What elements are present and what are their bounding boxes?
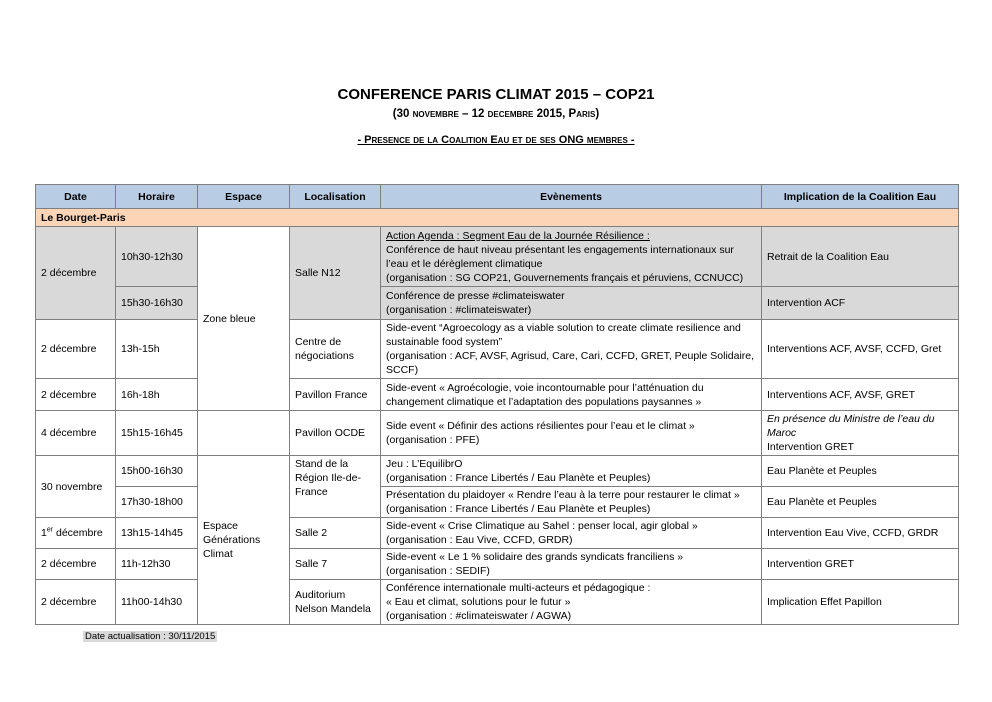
table-row	[36, 456, 959, 487]
section-row	[36, 209, 959, 227]
row-event	[381, 411, 762, 456]
document-subtitle: - Presence de la Coalition Eau et de ses ONG membres -	[357, 134, 635, 146]
row-event	[381, 518, 762, 549]
row-location: Pavillon France	[290, 379, 381, 411]
involvement-note: Maroc	[767, 427, 797, 439]
row-time: 15h30-16h30	[116, 287, 198, 320]
event-line: Conférence internationale multi-acteurs et pédagogique :	[386, 582, 651, 594]
row-involvement: Eau Planète et Peuples	[762, 487, 959, 518]
row-time: 16h-18h	[116, 379, 198, 411]
table-row	[36, 379, 959, 411]
event-line: (organisation : France Libertés / Eau Planète et Peuples)	[386, 503, 651, 515]
table-row	[36, 320, 959, 379]
row-time: 11h00-14h30	[116, 580, 198, 625]
event-line: Side-event “Agroecology as a viable solution to create climate resilience and	[386, 322, 741, 334]
row-location: Salle N12	[290, 227, 381, 320]
event-line: (organisation : #climateiswater)	[386, 304, 532, 316]
involvement-text: Intervention GRET	[767, 441, 854, 453]
row-time: 13h15-14h45	[116, 518, 198, 549]
col-header-date: Date	[36, 185, 116, 209]
col-header-events: Evènements	[381, 185, 762, 209]
event-line: Conférence de haut niveau présentant les engagements internationaux sur	[386, 243, 734, 256]
row-event	[381, 379, 762, 411]
row-event	[381, 456, 762, 487]
event-line: Conférence de presse #climateiswater	[386, 290, 565, 302]
table-row	[36, 580, 959, 625]
row-involvement: Intervention Eau Vive, CCFD, GRDR	[762, 518, 959, 549]
col-header-involvement: Implication de la Coalition Eau	[762, 185, 959, 209]
row-date	[36, 518, 116, 549]
date-day: 1	[41, 527, 47, 539]
event-line: Side event « Définir des actions résilientes pour l’eau et le climat »	[386, 420, 695, 432]
event-line: « Eau et climat, solutions pour le futur »	[386, 596, 571, 608]
event-line: Jeu : L’EquilibrO	[386, 458, 463, 470]
col-header-location: Localisation	[290, 185, 381, 209]
row-location: Centre de négociations	[290, 320, 381, 379]
event-line: (organisation : Eau Vive, CCFD, GRDR)	[386, 534, 573, 546]
space-zone-bleue: Zone bleue	[198, 227, 290, 411]
date-ordinal: er	[46, 526, 54, 534]
date-month: décembre	[53, 527, 103, 539]
space-generations-climat	[198, 456, 290, 625]
row-event	[381, 549, 762, 580]
row-location: Salle 7	[290, 549, 381, 580]
event-line: (organisation : SG COP21, Gouvernements français et péruviens, CCNUCC)	[386, 271, 744, 284]
row-involvement: Implication Effet Papillon	[762, 580, 959, 625]
event-line: (organisation : PFE)	[386, 434, 480, 446]
event-line: Side-event « Crise Climatique au Sahel : penser local, agir global »	[386, 520, 698, 532]
row-location: Auditorium Nelson Mandela	[290, 580, 381, 625]
row-time: 13h-15h	[116, 320, 198, 379]
row-date: 2 décembre	[36, 580, 116, 625]
row-event	[381, 320, 762, 379]
table-row	[36, 411, 959, 456]
row-date: 2 décembre	[36, 379, 116, 411]
row-event	[381, 227, 762, 287]
row-date: 2 décembre	[36, 320, 116, 379]
row-involvement: Interventions ACF, AVSF, CCFD, Gret	[762, 320, 959, 379]
row-location: Stand de la Région Ile-de-France	[290, 456, 381, 518]
event-line: Side-event « Agroécologie, voie incontournable pour l’atténuation du	[386, 381, 704, 394]
row-location: Pavillon OCDE	[290, 411, 381, 456]
row-time: 17h30-18h00	[116, 487, 198, 518]
table-row	[36, 518, 959, 549]
update-date: Date actualisation : 30/11/2015	[85, 631, 216, 642]
table-row	[36, 487, 959, 518]
space-line: Espace	[203, 520, 239, 532]
row-time: 15h00-16h30	[116, 456, 198, 487]
row-date: 2 décembre	[36, 549, 116, 580]
space-line: Générations	[203, 534, 261, 546]
row-involvement: Retrait de la Coalition Eau	[762, 227, 959, 287]
table-row	[36, 549, 959, 580]
table-row	[36, 227, 959, 287]
table-header-row	[36, 185, 959, 209]
section-label: Le Bourget-Paris	[36, 209, 959, 227]
document-title: CONFERENCE PARIS CLIMAT 2015 – COP21	[337, 86, 655, 103]
event-line: (organisation : SEDIF)	[386, 565, 490, 577]
involvement-note: En présence du Ministre de l’eau du	[767, 413, 935, 425]
event-line: l’eau et le dérèglement climatique	[386, 257, 543, 270]
row-involvement: Interventions ACF, AVSF, GRET	[762, 379, 959, 411]
row-involvement: Intervention ACF	[762, 287, 959, 320]
event-title: Action Agenda : Segment Eau de la Journée Résilience :	[386, 229, 650, 242]
space-empty	[198, 411, 290, 456]
row-event	[381, 287, 762, 320]
row-location: Salle 2	[290, 518, 381, 549]
schedule-table	[35, 184, 959, 625]
row-event	[381, 487, 762, 518]
row-time: 11h-12h30	[116, 549, 198, 580]
row-event	[381, 580, 762, 625]
row-date: 4 décembre	[36, 411, 116, 456]
space-line: Climat	[203, 548, 233, 560]
event-line: (organisation : ACF, AVSF, Agrisud, Care, Cari, CCFD, GRET, Peuple Solidaire,	[386, 350, 755, 362]
event-line: (organisation : France Libertés / Eau Planète et Peuples)	[386, 472, 651, 484]
row-date: 30 novembre	[36, 456, 116, 518]
event-line: Présentation du plaidoyer « Rendre l’eau à la terre pour restaurer le climat »	[386, 489, 740, 501]
event-line: (organisation : #climateiswater / AGWA)	[386, 610, 572, 622]
document-dates: (30 novembre – 12 decembre 2015, Paris)	[392, 108, 600, 120]
row-date: 2 décembre	[36, 227, 116, 320]
row-time: 15h15-16h45	[116, 411, 198, 456]
row-involvement: Eau Planète et Peuples	[762, 456, 959, 487]
event-line: sustainable food system”	[386, 336, 503, 348]
row-time: 10h30-12h30	[116, 227, 198, 287]
table-row	[36, 287, 959, 320]
row-involvement: Intervention GRET	[762, 549, 959, 580]
row-involvement	[762, 411, 959, 456]
event-line: SCCF)	[386, 364, 419, 376]
col-header-time: Horaire	[116, 185, 198, 209]
event-line: Side-event « Le 1 % solidaire des grands syndicats franciliens »	[386, 551, 684, 563]
col-header-space: Espace	[198, 185, 290, 209]
event-line: changement climatique et l’adaptation des populations paysannes »	[386, 395, 702, 408]
